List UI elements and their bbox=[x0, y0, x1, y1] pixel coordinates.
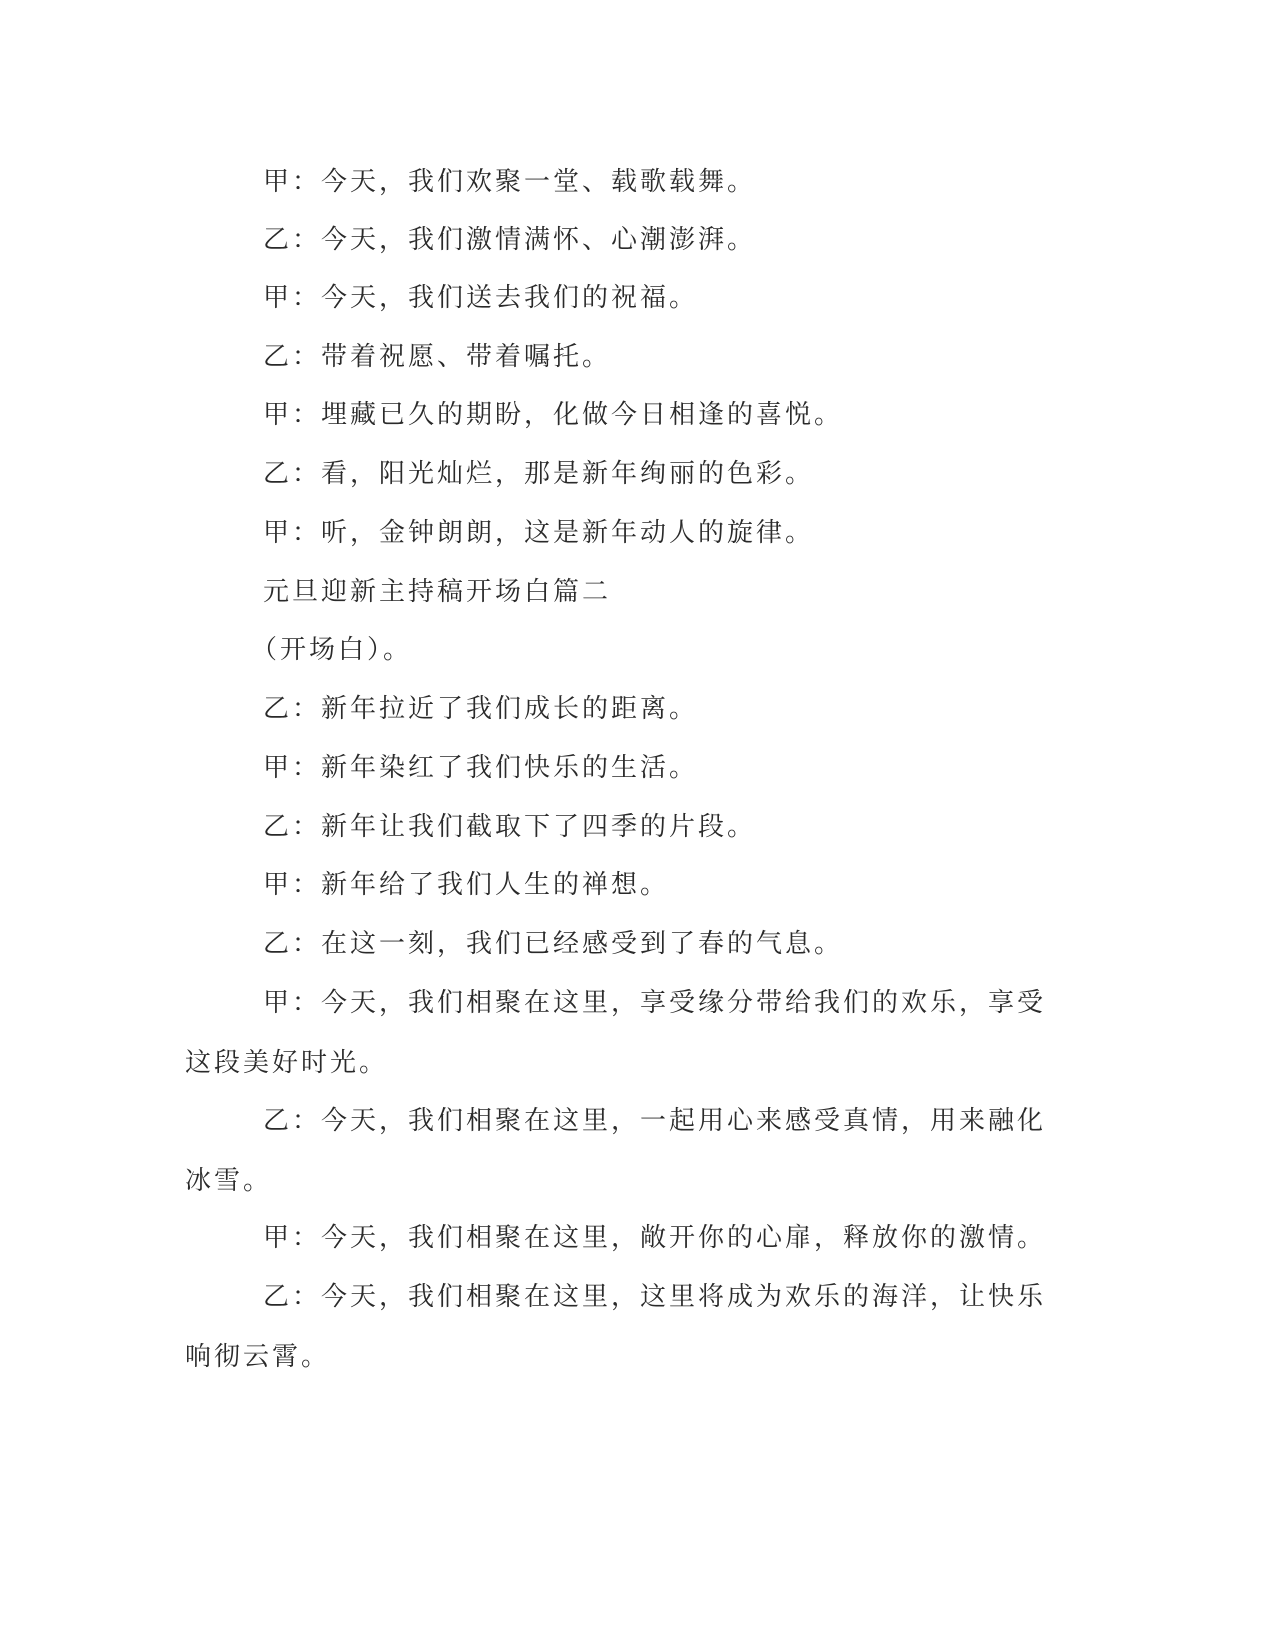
dialogue-line: 乙：在这一刻，我们已经感受到了春的气息。 bbox=[263, 929, 844, 959]
dialogue-line: 乙：今天，我们相聚在这里，一起用心来感受真情，用来融化冰雪。 bbox=[185, 1106, 1047, 1196]
dialogue-line: 乙：看，阳光灿烂，那是新年绚丽的色彩。 bbox=[263, 459, 815, 489]
stage-note: （开场白）。 bbox=[251, 635, 413, 665]
dialogue-line: 甲：听，金钟朗朗，这是新年动人的旋律。 bbox=[263, 518, 815, 548]
dialogue-line: 甲：新年染红了我们快乐的生活。 bbox=[263, 753, 699, 783]
dialogue-line: 乙：今天，我们激情满怀、心潮澎湃。 bbox=[263, 225, 757, 255]
dialogue-line: 甲：今天，我们送去我们的祝福。 bbox=[263, 283, 699, 313]
dialogue-line: 甲：新年给了我们人生的禅想。 bbox=[263, 870, 670, 900]
dialogue-line: 乙：新年让我们截取下了四季的片段。 bbox=[263, 812, 757, 842]
dialogue-line: 乙：今天，我们相聚在这里，这里将成为欢乐的海洋，让快乐响彻云霄。 bbox=[185, 1282, 1047, 1372]
dialogue-line: 甲：埋藏已久的期盼，化做今日相逢的喜悦。 bbox=[263, 400, 844, 430]
dialogue-line: 甲：今天，我们相聚在这里，享受缘分带给我们的欢乐，享受这段美好时光。 bbox=[185, 988, 1047, 1078]
dialogue-line: 乙：新年拉近了我们成长的距离。 bbox=[263, 694, 699, 724]
section-heading: 元旦迎新主持稿开场白篇二 bbox=[263, 577, 612, 607]
dialogue-line: 乙：带着祝愿、带着嘱托。 bbox=[263, 342, 612, 372]
dialogue-line: 甲：今天，我们相聚在这里，敞开你的心扉，释放你的激情。 bbox=[263, 1223, 1047, 1253]
dialogue-line: 甲：今天，我们欢聚一堂、载歌载舞。 bbox=[263, 167, 757, 197]
